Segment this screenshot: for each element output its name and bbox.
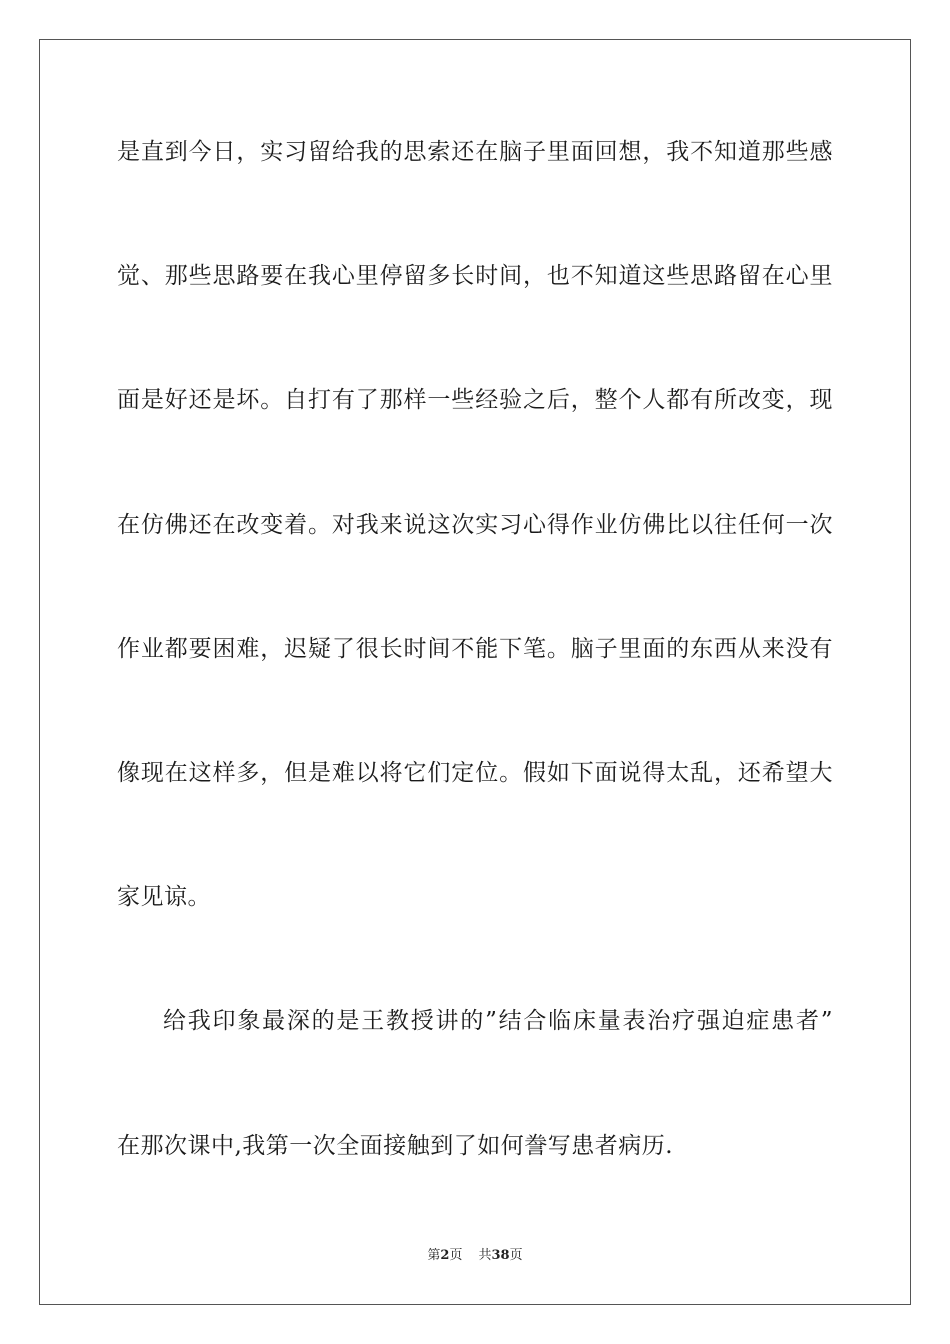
total-prefix: 共 bbox=[478, 1248, 492, 1263]
page-prefix: 第 bbox=[427, 1248, 441, 1263]
page-number: 2 bbox=[440, 1248, 450, 1263]
body-text-line-1: 是直到今日，实习留给我的思索还在脑子里面回想，我不知道那些感 bbox=[117, 139, 833, 165]
page-border bbox=[39, 39, 911, 1305]
body-text-line-4: 在仿佛还在改变着。对我来说这次实习心得作业仿佛比以往任何一次 bbox=[117, 512, 833, 538]
total-suffix: 页 bbox=[509, 1248, 523, 1263]
body-text-line-6: 像现在这样多，但是难以将它们定位。假如下面说得太乱，还希望大 bbox=[117, 760, 833, 786]
page-footer bbox=[0, 1247, 950, 1265]
total-pages: 38 bbox=[491, 1248, 510, 1263]
body-text-line-5: 作业都要困难，迟疑了很长时间不能下笔。脑子里面的东西从来没有 bbox=[117, 636, 833, 662]
body-text-line-3: 面是好还是坏。自打有了那样一些经验之后，整个人都有所改变，现 bbox=[117, 387, 833, 413]
body-text-line-7: 家见谅。 bbox=[117, 884, 211, 910]
page-suffix: 页 bbox=[449, 1248, 463, 1263]
body-text-line-8: 给我印象最深的是王教授讲的”结合临床量表治疗强迫症患者” bbox=[163, 1008, 833, 1034]
body-text-line-9: 在那次课中,我第一次全面接触到了如何誊写患者病历. bbox=[117, 1133, 674, 1159]
body-text-line-2: 觉、那些思路要在我心里停留多长时间，也不知道这些思路留在心里 bbox=[117, 263, 833, 289]
